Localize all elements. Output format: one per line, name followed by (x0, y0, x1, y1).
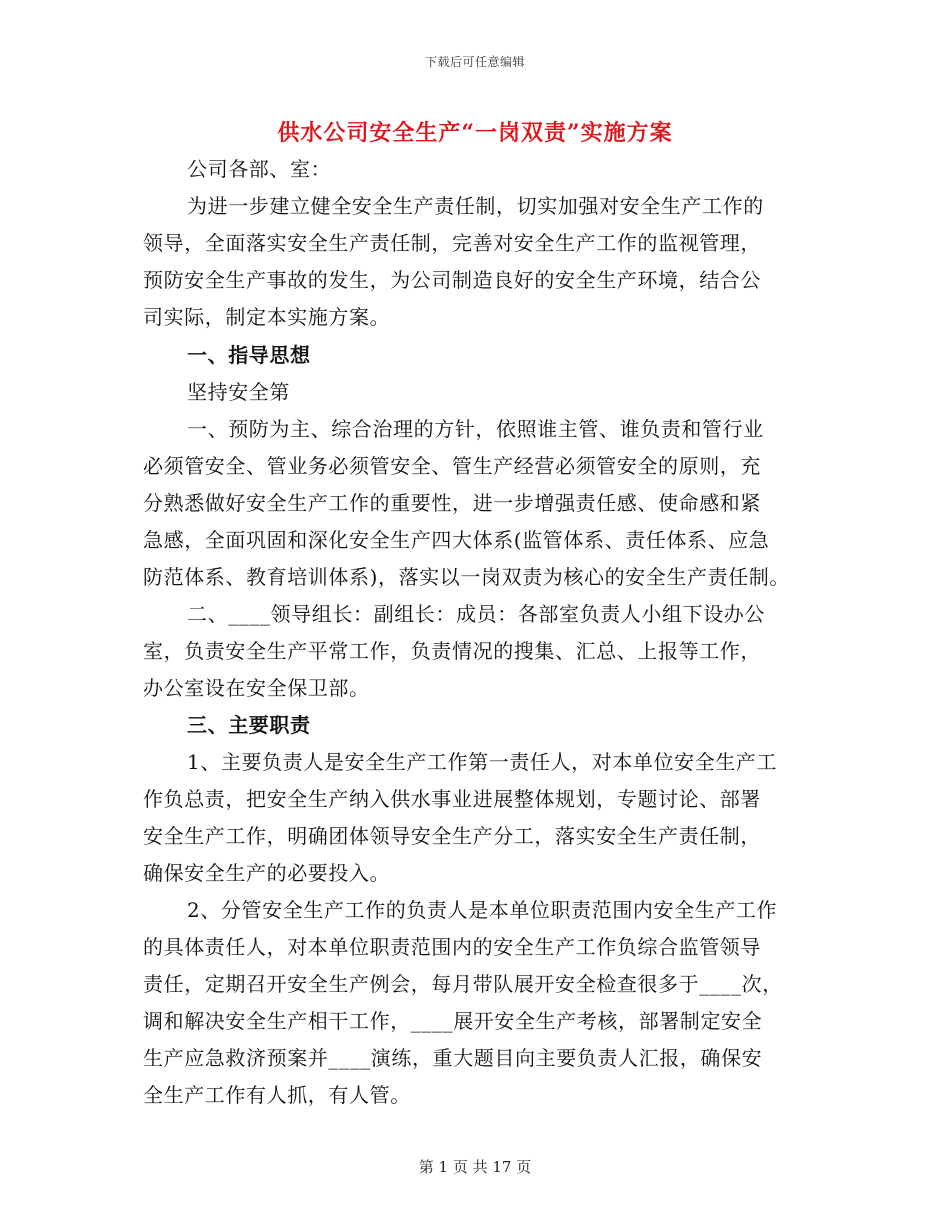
body-line: 一、预防为主、综合治理的方针，依照谁主管、谁负责和管行业 (187, 417, 764, 441)
body-line: 室，负责安全生产平常工作，负责情况的搜集、汇总、上报等工作， (143, 639, 761, 663)
body-line: 安全生产工作，明确团体领导安全生产分工，落实安全生产责任制， (143, 824, 761, 848)
section-heading: 一、指导思想 (187, 343, 311, 367)
body-line: 责任，定期召开安全生产例会，每月带队展开安全检查很多于____次， (143, 972, 783, 996)
body-line: 二、____领导组长：副组长：成员：各部室负责人小组下设办公 (187, 602, 765, 626)
body-line: 司实际，制定本实施方案。 (143, 305, 391, 329)
body-line: 坚持安全第 (187, 380, 290, 404)
body-line: 调和解决安全生产相干工作，____展开安全生产考核，部署制定安全 (143, 1009, 763, 1033)
body-line: 1、主要负责人是安全生产工作第一责任人，对本单位安全生产工 (187, 750, 778, 774)
body-line: 预防安全生产事故的发生，为公司制造良好的安全生产环境，结合公 (143, 268, 761, 292)
section-heading: 三、主要职责 (187, 713, 311, 737)
body-line: 防范体系、教育培训体系)，落实以一岗双责为核心的安全生产责任制。 (143, 565, 791, 589)
body-line: 必须管安全、管业务必须管安全、管生产经营必须管安全的原则，充 (143, 454, 761, 478)
salutation-line: 公司各部、室： (187, 157, 332, 181)
body-line: 作负总责，把安全生产纳入供水事业进展整体规划，专题讨论、部署 (143, 787, 761, 811)
body-line: 分熟悉做好安全生产工作的重要性，进一步增强责任感、使命感和紧 (143, 491, 761, 515)
body-line: 的具体责任人，对本单位职责范围内的安全生产工作负综合监管领导 (143, 935, 761, 959)
header-note: 下载后可任意编辑 (424, 55, 525, 69)
body-line: 领导，全面落实安全生产责任制，完善对安全生产工作的监视管理， (143, 231, 761, 255)
body-line: 急感，全面巩固和深化安全生产四大体系(监管体系、责任体系、应急 (143, 528, 770, 552)
body-line: 生产应急救济预案并____演练，重大题目向主要负责人汇报，确保安 (143, 1046, 763, 1070)
page-footer: 第 1 页 共 17 页 (418, 1158, 532, 1176)
document-title: 供水公司安全生产“一岗双责”实施方案 (277, 120, 673, 146)
body-line: 确保安全生产的必要投入。 (143, 861, 391, 885)
body-line: 2、分管安全生产工作的负责人是本单位职责范围内安全生产工作 (187, 898, 778, 922)
body-line: 办公室设在安全保卫部。 (143, 676, 370, 700)
body-line: 全生产工作有人抓，有人管。 (143, 1083, 411, 1107)
body-line: 为进一步建立健全安全生产责任制，切实加强对安全生产工作的 (187, 194, 764, 218)
